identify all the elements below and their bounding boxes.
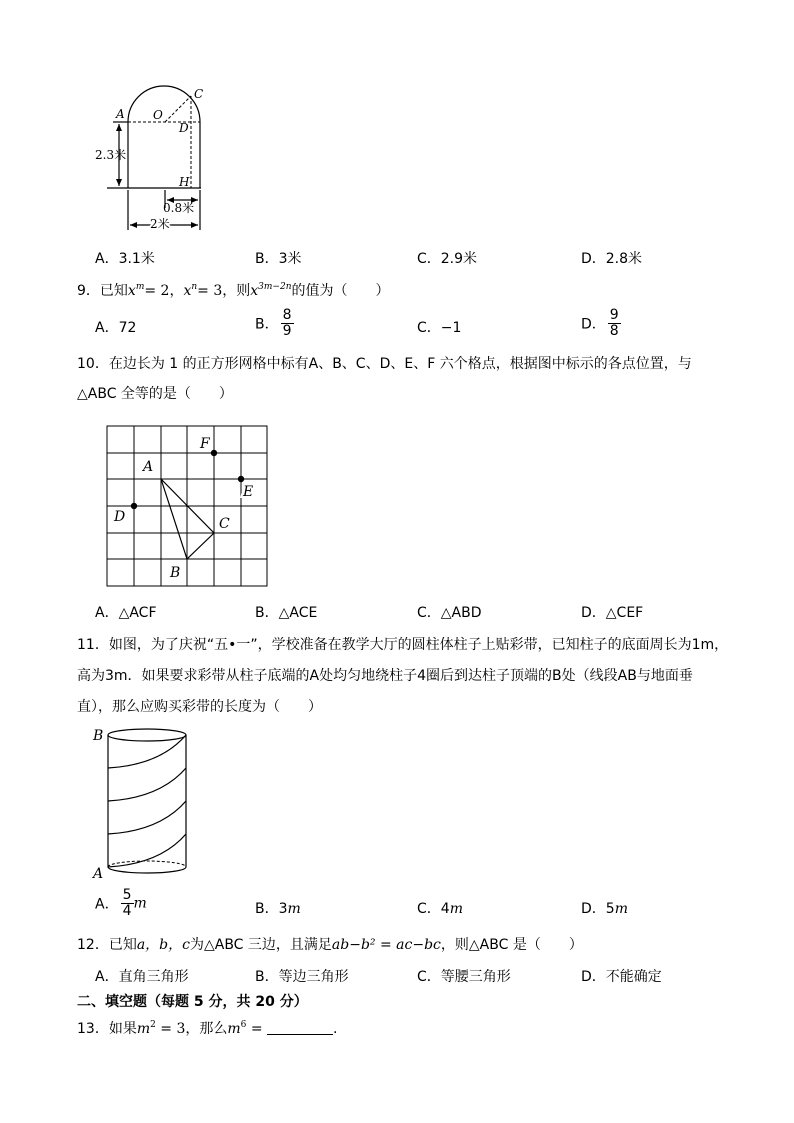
q10-option-d[interactable]: D．△CEF — [581, 605, 644, 621]
q12-stem: 12．已知a，b，c为△ABC 三边，且满足ab−b² = ac−bc，则△ABC 是（ ） — [77, 937, 583, 953]
q11-options — [95, 888, 755, 924]
label-A: A — [116, 107, 125, 121]
q11-option-b[interactable]: B．3m — [255, 901, 301, 917]
q9-option-c[interactable]: C．−1 — [417, 320, 462, 336]
point-d — [131, 503, 137, 509]
q8-option-b[interactable]: B．3米 — [255, 251, 302, 267]
grid-label-E: E — [243, 484, 254, 500]
q8-option-c[interactable]: C．2.9米 — [417, 251, 478, 267]
cylinder-figure — [90, 722, 200, 882]
q10-stem-line1: 10．在边长为 1 的正方形网格中标有A、B、C、D、E、F 六个格点，根据图中标示的各点位置，与 — [77, 356, 692, 372]
q9-option-d[interactable]: D． $\frac{9}{8}$ — [581, 307, 619, 339]
q11-option-a[interactable]: A． $\frac{5}{4}$ m — [95, 887, 147, 919]
grid-label-F: F — [200, 436, 210, 452]
grid-label-A: A — [143, 459, 154, 475]
q9-option-a[interactable]: A．72 — [95, 320, 137, 336]
section-2-title: 二、填空题（每题 5 分，共 20 分） — [77, 994, 308, 1010]
q10-option-a[interactable]: A．△ACF — [95, 605, 157, 621]
label-gap: 0.8米 — [163, 201, 195, 215]
arch-semicircle — [128, 86, 200, 122]
label-height: 2.3米 — [95, 148, 127, 162]
q8-options — [95, 248, 755, 270]
q10-stem-line2: △ABC 全等的是（ ） — [77, 386, 233, 402]
grid-label-B: B — [170, 565, 181, 581]
q8-option-d[interactable]: D．2.8米 — [581, 251, 643, 267]
grid-label-C: C — [219, 516, 230, 532]
point-e — [238, 476, 244, 482]
q11-option-d[interactable]: D．5m — [581, 901, 628, 917]
q12-option-b[interactable]: B．等边三角形 — [255, 969, 349, 985]
cyl-label-A: A — [93, 866, 104, 882]
label-H: H — [179, 175, 190, 189]
q12-options — [95, 966, 755, 988]
q11-stem-line3: 直），那么应购买彩带的长度为（ ） — [77, 699, 322, 715]
q10-option-c[interactable]: C．△ABD — [417, 605, 482, 621]
q9-options — [95, 308, 755, 344]
q9-option-b[interactable]: B． $\frac{8}{9}$ — [255, 307, 292, 339]
q12-option-d[interactable]: D．不能确定 — [581, 969, 662, 985]
point-f — [211, 450, 217, 456]
q12-option-a[interactable]: A．直角三角形 — [95, 969, 189, 985]
q8-option-a[interactable]: A．3.1米 — [95, 251, 155, 267]
q11-stem-line2: 高为3m．如果要求彩带从柱子底端的A处均匀地绕柱子4圈后到达柱子顶端的B处（线段AB与地面垂 — [77, 668, 693, 684]
q10-option-b[interactable]: B．△ACE — [255, 605, 318, 621]
label-C: C — [194, 87, 204, 101]
label-width: 2米 — [150, 217, 170, 231]
q13-answer-blank[interactable] — [267, 1020, 333, 1035]
arch-door-figure — [95, 78, 225, 238]
cyl-label-B: B — [93, 728, 104, 744]
label-O: O — [153, 108, 163, 122]
q13-stem: 13．如果$m^2 = 3$，那么$m^6$ = . — [77, 1020, 338, 1037]
q11-option-c[interactable]: C．4m — [417, 901, 463, 917]
q10-options — [95, 602, 755, 624]
q9-stem: 9．已知$x^m= 2$，$x^n= 3$，则$x^{3m-2n}$的值为（ ） — [77, 282, 390, 299]
label-D: D — [179, 121, 189, 135]
q11-stem-line1: 11．如图，为了庆祝“五•一”，学校准备在教学大厅的圆柱体柱子上贴彩带，已知柱子的底面周长为1m， — [77, 637, 729, 653]
square-grid-figure — [100, 420, 275, 592]
grid-label-D: D — [114, 509, 126, 525]
q12-option-c[interactable]: C．等腰三角形 — [417, 969, 511, 985]
